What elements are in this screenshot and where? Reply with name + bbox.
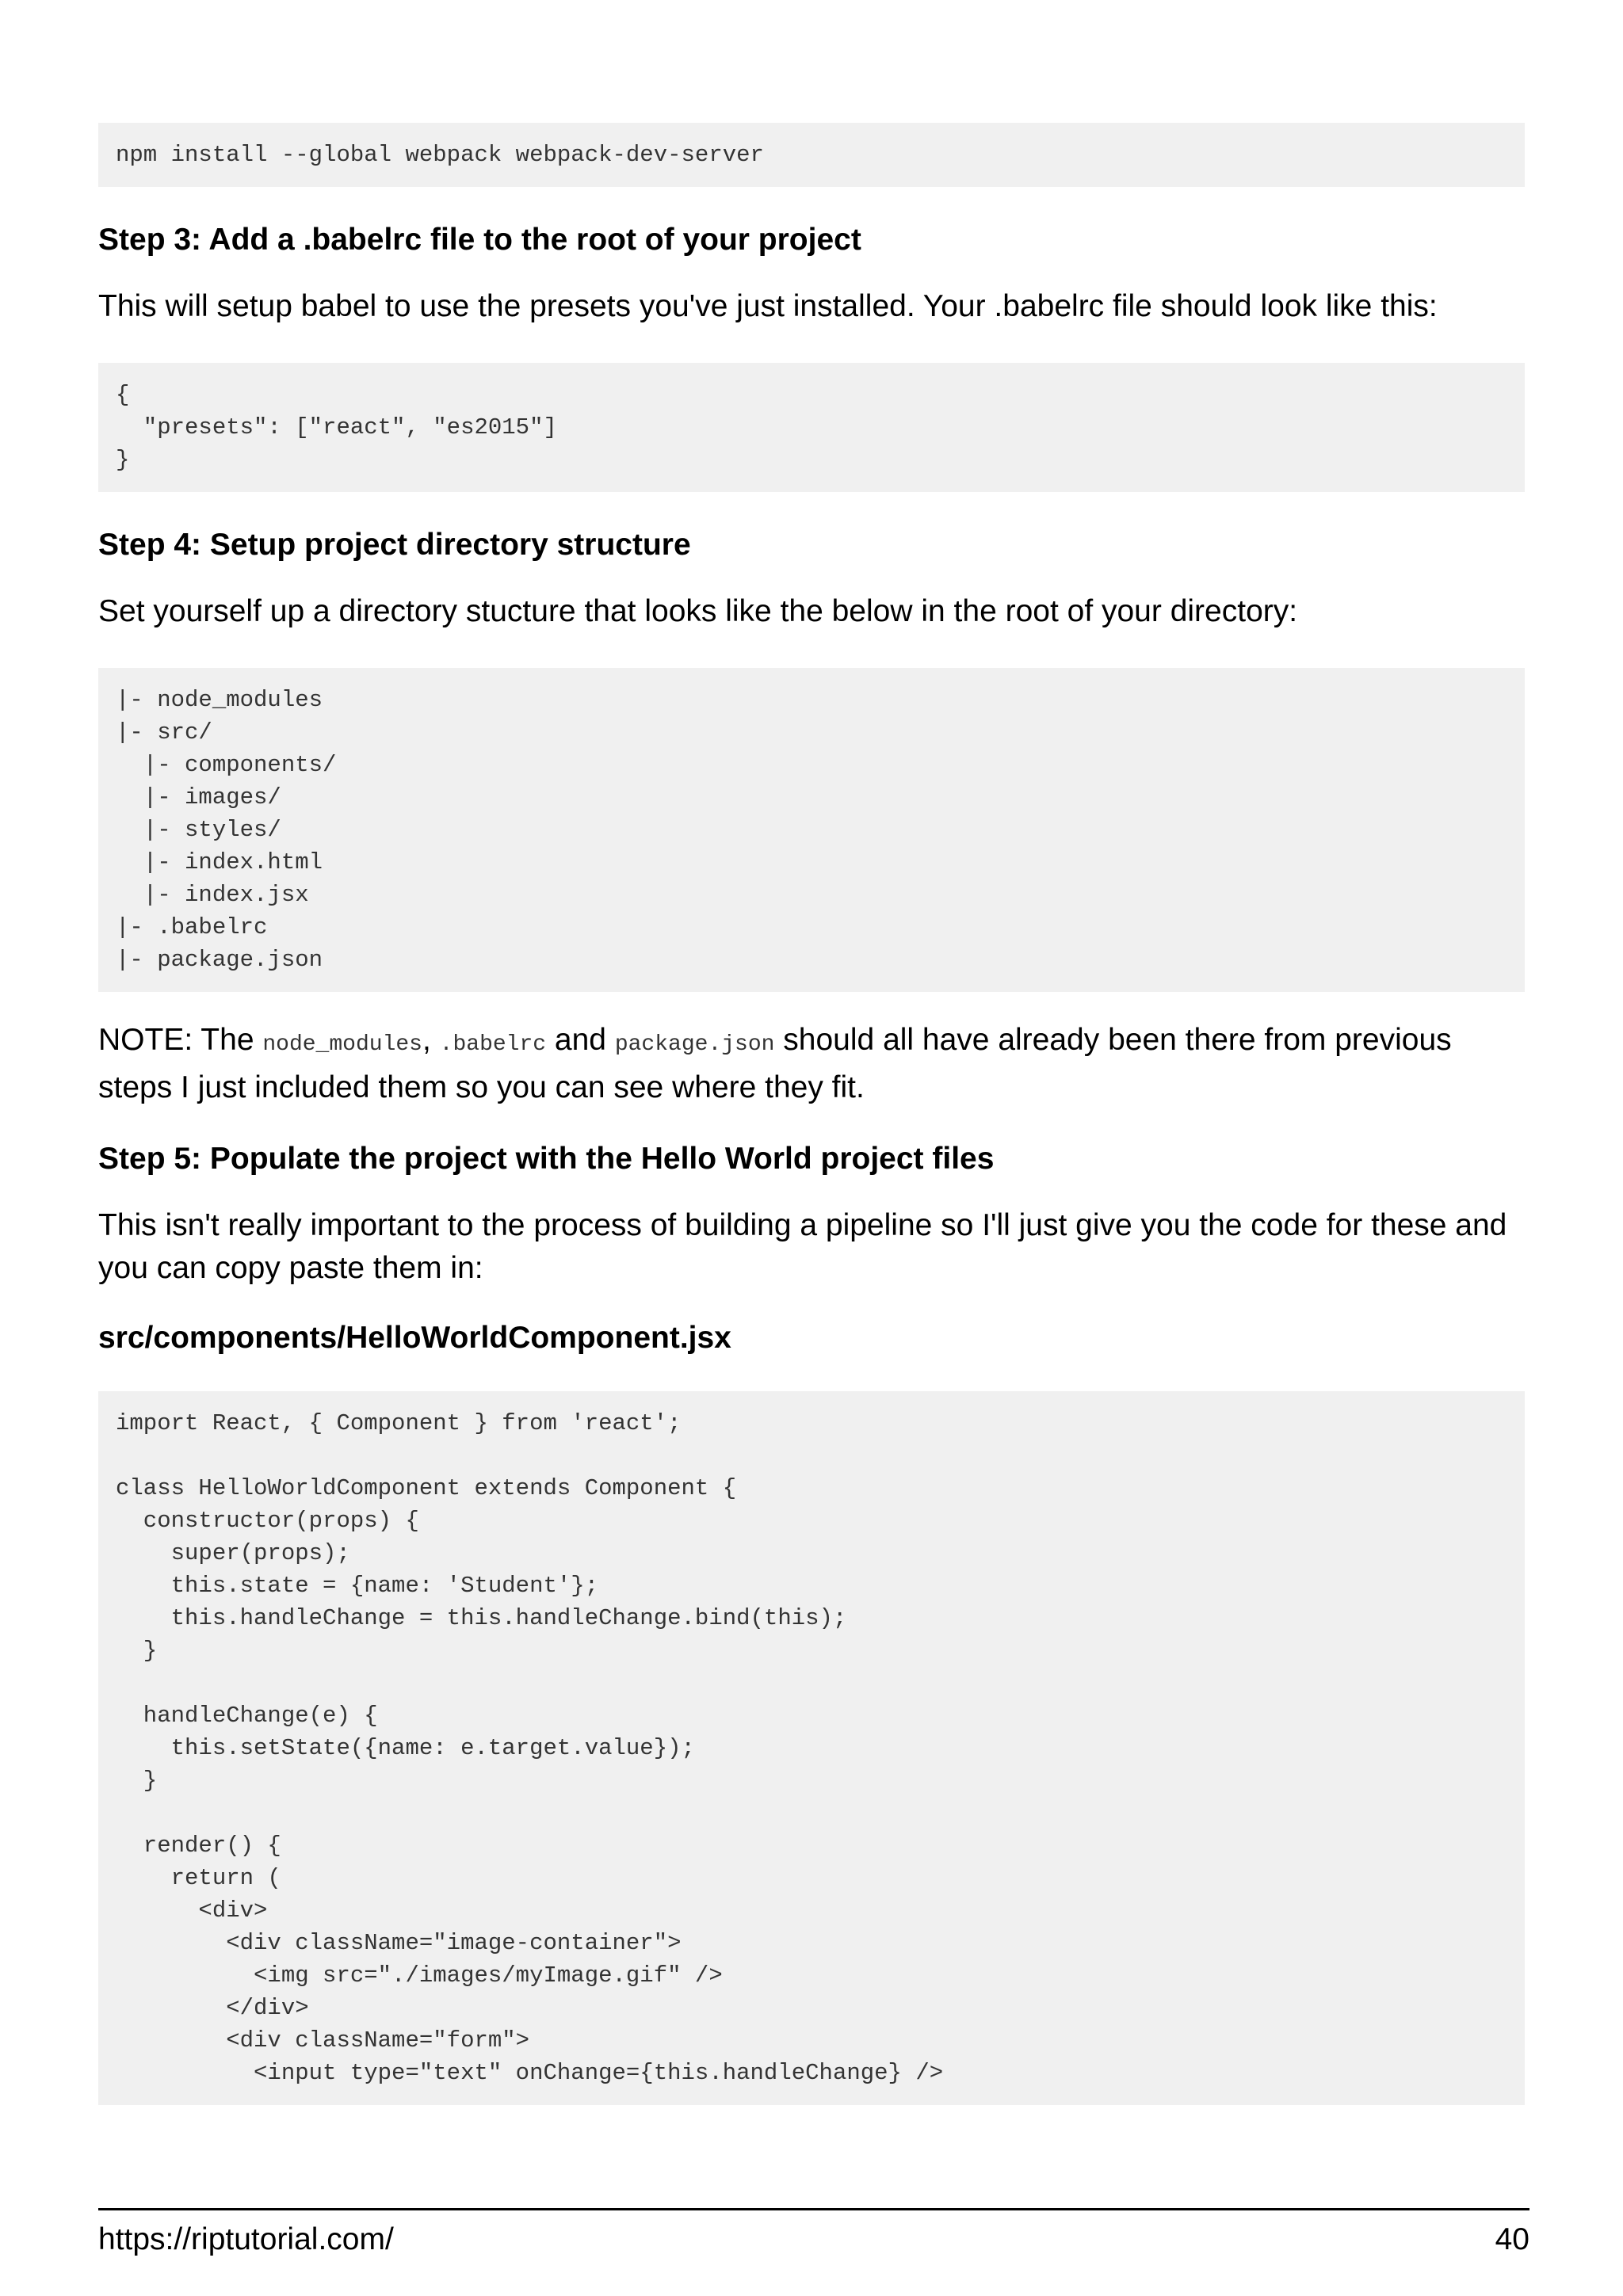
note-suffix: should all have already been there from previous steps I just included them so you can see where they fit.	[98, 1023, 1452, 1104]
footer-url-link[interactable]: https://riptutorial.com/	[98, 2222, 394, 2256]
code-block-babelrc: { "presets": ["react", "es2015"] }	[98, 363, 1525, 492]
step-3-text: This will setup babel to use the presets you've just installed. Your .babelrc file should look like this:	[98, 289, 1438, 323]
step-4-text: Set yourself up a directory stucture that looks like the below in the root of your directory:	[98, 594, 1298, 628]
step-4-heading: Step 4: Setup project directory structure	[98, 528, 691, 562]
note-separator-2: and	[546, 1023, 615, 1057]
page-number: 40	[1495, 2222, 1529, 2256]
step-5-text: This isn't really important to the process of building a pipeline so I'll just give you the code for these and you can copy paste them in:	[98, 1208, 1507, 1285]
code-block-hello-world-component: import React, { Component } from 'react'; class HelloWorldComponent extends Component { constructor(props) { super(props); this.state = {name: 'Student'}; this.handleChange = this.handleChange.bind(this); } handleChange(e) { this.setState({name: e.target.value}); } render() { return ( <div> <div className="image-container"> <img src="./images/myImage.gif" /> </div> <div className="form"> <input type="text" onChange={this.handleChange} />	[98, 1391, 1525, 2105]
step-3-heading: Step 3: Add a .babelrc file to the root of your project	[98, 223, 861, 257]
inline-code-package-json: package.json	[614, 1032, 775, 1057]
file-path-heading: src/components/HelloWorldComponent.jsx	[98, 1321, 731, 1355]
inline-code-node-modules: node_modules	[262, 1032, 422, 1057]
note-prefix: NOTE: The	[98, 1023, 263, 1057]
code-block-install: npm install --global webpack webpack-dev-server	[98, 123, 1525, 187]
page-footer	[98, 2208, 1529, 2256]
note-paragraph	[98, 1019, 1525, 1109]
note-separator-1: ,	[422, 1023, 440, 1057]
inline-code-babelrc: .babelrc	[439, 1032, 547, 1057]
code-block-directory-structure: |- node_modules |- src/ |- components/ |- images/ |- styles/ |- index.html |- index.jsx |- .babelrc |- package.json	[98, 668, 1525, 992]
document-page	[98, 123, 1525, 2105]
step-5-heading: Step 5: Populate the project with the Hello World project files	[98, 1142, 995, 1176]
